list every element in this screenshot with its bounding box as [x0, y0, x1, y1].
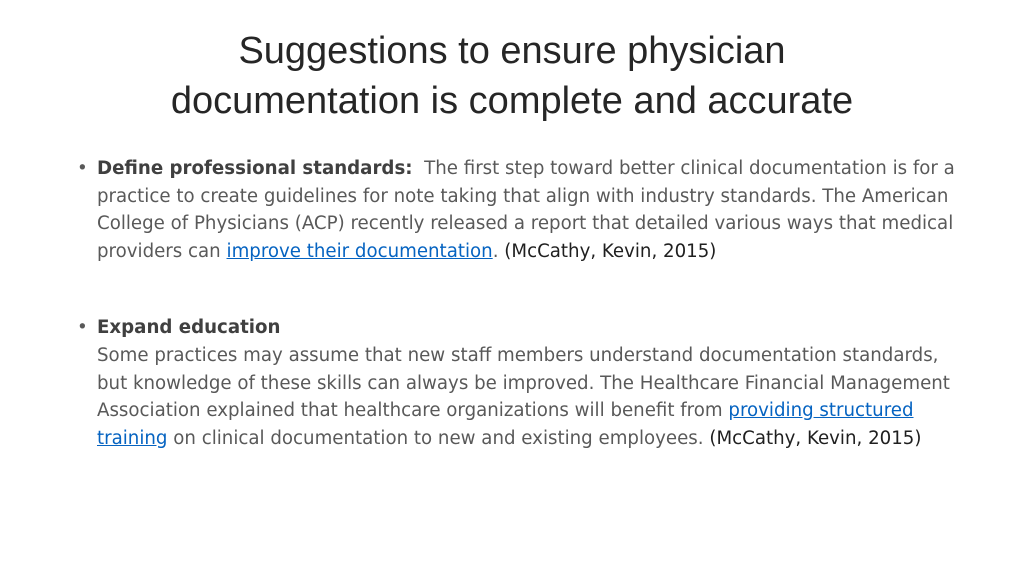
citation: (McCathy, Kevin, 2015)	[709, 427, 922, 449]
structured-training-link[interactable]: providing structured training	[97, 400, 914, 449]
bullet-body-text: The first step toward better clinical documentation is for a practice to create guidelines for note taking that align with industry standards. The American College of Physicians (ACP) recently released a report that detailed various ways that medical providers can	[97, 158, 955, 262]
citation: (McCathy, Kevin, 2015)	[504, 240, 717, 262]
bullet-item-professional-standards	[76, 155, 956, 265]
bullet-list	[76, 155, 956, 452]
bullet-heading: Expand education	[97, 317, 281, 339]
improve-documentation-link[interactable]: improve their documentation	[226, 240, 493, 262]
slide-title-line-1: Suggestions to ensure physician	[238, 30, 786, 72]
bullet-body-text-after-link: on clinical documentation to new and existing employees.	[173, 427, 704, 449]
bullet-dot-icon: •	[77, 158, 88, 179]
bullet-heading: Define professional standards:	[97, 158, 413, 179]
bullet-body-text: Some practices may assume that new staff members understand documentation standards, but knowledge of these skills can always be improved. The Healthcare Financial Management Association explained that healthcare organizations will benefit from	[97, 344, 950, 422]
bullet-body-text-after-link: .	[492, 240, 499, 262]
slide-title	[70, 26, 954, 126]
slide-title-line-2: documentation is complete and accurate	[170, 80, 854, 122]
bullet-item-expand-education	[76, 314, 956, 452]
bullet-dot-icon: •	[77, 317, 88, 339]
